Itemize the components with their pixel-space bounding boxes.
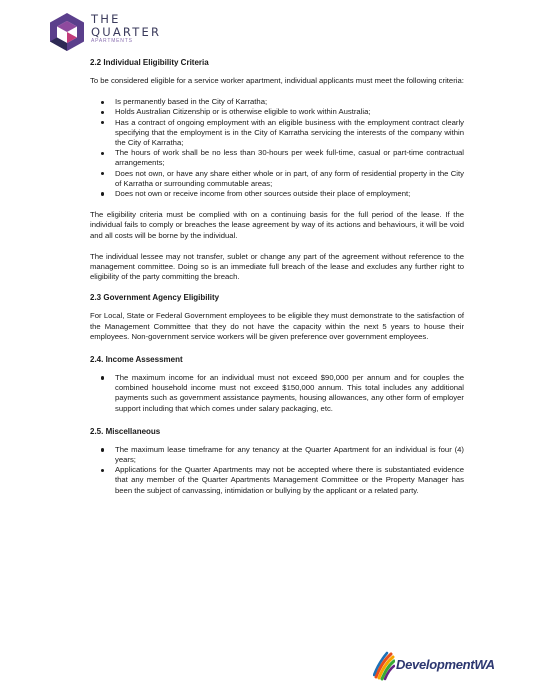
list-item-text: Does not own, or have any share either whole or in part, of any form of residential property in the City of Karratha or surrounding commutable areas; bbox=[115, 168, 464, 188]
logo-line-1: THE bbox=[91, 12, 121, 26]
list-item-text: Does not own or receive income from other sources outside their place of employment; bbox=[115, 189, 411, 199]
list-item-text: The hours of work shall be no less than 30-hours per week full-time, casual or part-time contractual arrangements; bbox=[115, 148, 464, 168]
bullet-icon bbox=[101, 152, 104, 155]
list-item bbox=[90, 118, 464, 149]
development-wa-wordmark: DevelopmentWA bbox=[396, 657, 495, 672]
list-item bbox=[90, 189, 464, 199]
list-item bbox=[90, 169, 464, 189]
list-item-text: Applications for the Quarter Apartments may not be accepted where there is substantiated evidence that any member of the Quarter Apartments Management Committee or the Property Manager has been the subject of canvassing, intimidation or bullying by the applicant or a related party. bbox=[115, 465, 464, 495]
development-wa-logo bbox=[373, 651, 513, 681]
section-2-5-heading: 2.5. Miscellaneous bbox=[90, 426, 161, 436]
bullet-icon bbox=[101, 172, 104, 175]
bullet-icon bbox=[101, 101, 104, 104]
section-2-2-heading: 2.2 Individual Eligibility Criteria bbox=[90, 58, 209, 67]
section-2-2-criteria-list bbox=[90, 97, 464, 199]
list-item-text: The maximum lease timeframe for any tenancy at the Quarter Apartment for an individual is four (4) years; bbox=[115, 444, 464, 465]
list-item bbox=[90, 373, 464, 414]
section-2-4-list bbox=[90, 373, 464, 414]
list-item-text: Has a contract of ongoing employment with an eligible business with the employment contract clearly specifying that the employment is in the City of Karratha servicing the interests of the company within the City of Karratha; bbox=[115, 117, 464, 148]
list-item-text: Holds Australian Citizenship or is otherwise eligible to work within Australia; bbox=[115, 107, 371, 117]
section-2-2-transfer-paragraph: The individual lessee may not transfer, sublet or change any part of the agreement without reference to the management committee. Doing so is an immediate full breach of the lease and excludes any further right to eligibility of the party committing the breach. bbox=[90, 251, 464, 282]
list-item-text: Is permanently based in the City of Karratha; bbox=[115, 97, 268, 107]
list-item bbox=[90, 107, 464, 117]
list-item bbox=[90, 97, 464, 107]
bullet-icon bbox=[101, 111, 104, 114]
list-item bbox=[90, 445, 464, 465]
section-2-2-intro: To be considered eligible for a service worker apartment, individual applicants must meet the following criteria: bbox=[90, 76, 464, 85]
section-2-4-heading: 2.4. Income Assessment bbox=[90, 355, 183, 365]
bullet-icon bbox=[101, 448, 104, 451]
section-2-2-compliance-paragraph: The eligibility criteria must be complied with on a continuing basis for the full period of the lease. If the individual fails to comply or breaches the lease agreement by way of its actions and behaviours, it will be void and all costs will be borne by the individual. bbox=[90, 210, 464, 240]
document-body bbox=[90, 58, 464, 496]
list-item bbox=[90, 465, 464, 496]
section-2-3-heading: 2.3 Government Agency Eligibility bbox=[90, 293, 220, 303]
section-2-3-paragraph: For Local, State or Federal Government employees to be eligible they must demonstrate to the satisfaction of the Management Committee that they do not have the capacity within the next 5 years to house their employees. Non-government service workers will be given preference over government employees. bbox=[90, 311, 464, 341]
bullet-icon bbox=[101, 121, 104, 124]
list-item bbox=[90, 148, 464, 168]
list-item-text: The maximum income for an individual must not exceed $90,000 per annum and for couples the combined household income must not exceed $150,000 annum. This total includes any additional payments such as government assistance payments, housing allowances, any other form of employer support including that which comes under salary packaging, etc. bbox=[115, 373, 464, 413]
hexagon-logo-icon bbox=[47, 12, 87, 52]
logo-line-3: APARTMENTS bbox=[91, 38, 133, 44]
logo-line-2: QUARTER bbox=[91, 24, 162, 39]
section-2-5-list bbox=[90, 445, 464, 496]
bullet-icon bbox=[101, 376, 104, 379]
bullet-icon bbox=[101, 469, 104, 472]
bullet-icon bbox=[101, 192, 104, 195]
development-wa-mark-icon bbox=[373, 651, 395, 681]
